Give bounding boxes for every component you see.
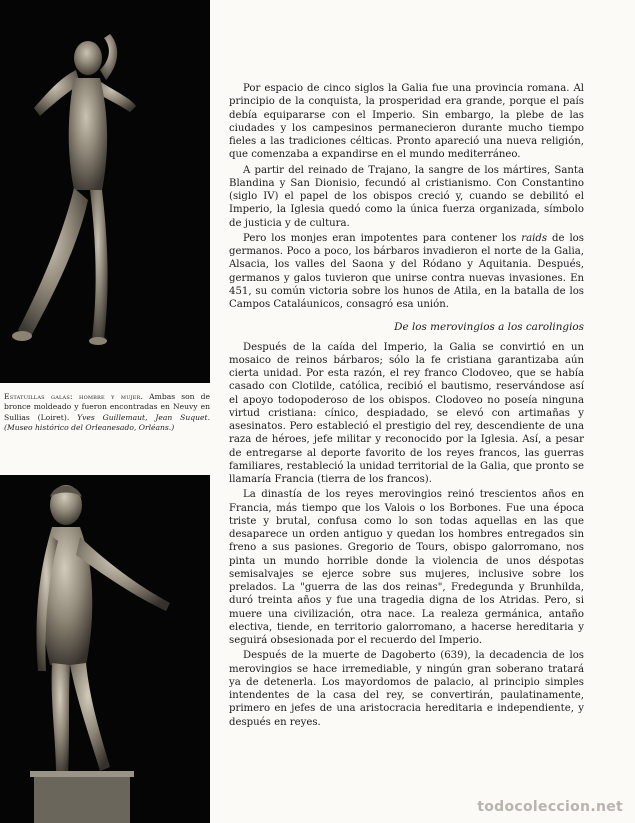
- paragraph-roman-gaul: Por espacio de cinco siglos la Galia fue una provincia romana. Al principio de la conquista, la prosperidad era grande, porque el país debía equipararse con el Imperio. Sin embargo, la plebe de las ciudades y los campesinos permanecieron durante mucho tiempo fieles a las tradiciones célticas. Pronto apareció una nueva religión, que comenzaba a expandirse en el mundo mediterráneo.: [229, 83, 584, 161]
- paragraph-dagobert: Después de la muerte de Dagoberto (639), la decadencia de los merovingios se hace irremediable, y ningún gran soberano tratará ya de detenerla. Los mayordomos de palacio, al principio simples intendentes de la casa del rey, se convertirán, paulatinamente, primero en jefes de una aristocracia hereditaria e independiente, y después en reyes.: [229, 650, 584, 728]
- paragraph-clovis: Después de la caída del Imperio, la Galia se convirtió en un mosaico de reinos bárbaros; sólo la fe cristiana garantizaba aún cierta unidad. Por esta razón, el rey franco Clodoveo, que se había casado con Clotilde, católica, recibió el bautismo, reservándose así el apoyo todopoderoso de los obispos. Clodoveo no poseía ninguna virtud cristiana: cínico, despiadado, se elevó con artimañas y asesinatos. Pero estableció el prestigio del rey, descendiente de una raza de héroes, jefe militar y reconocido por la Iglesia. Así, a pesar de entregarse al deporte favorito de los reyes francos, las guerras familiares, restableció la unidad territorial de la Galia, que pronto se llamaría Francia (tierra de los francos).: [229, 341, 584, 485]
- male-statuette-figure: [0, 475, 210, 823]
- raids-word: raids: [521, 232, 548, 244]
- caption-lead: Estatuillas galas: hombre y mujer.: [4, 392, 144, 401]
- photo-male-statuette: [0, 475, 210, 823]
- watermark-dot: .: [590, 799, 596, 815]
- female-statuette-figure: [0, 0, 210, 383]
- watermark: [477, 799, 623, 815]
- article-body: [229, 82, 584, 731]
- watermark-right: net: [595, 799, 623, 815]
- photo-caption: [4, 392, 210, 434]
- paragraph-germanic-raids-part1: Pero los monjes eran impotentes para contener los: [243, 232, 522, 244]
- watermark-left: todocoleccion: [477, 799, 591, 815]
- paragraph-germanic-raids: [229, 232, 584, 312]
- caption-credit: Yves Guillemaut, Jean Suquet. (Museo histórico del Orleanesado, Orléans.): [4, 412, 210, 433]
- paragraph-germanic-raids-part2: de los germanos. Poco a poco, los bárbaros invadieron el norte de la Galia, Alsacia, los valles del Saona y del Ródano y Aquitania. Después, germanos y galos tuvieron que unirse contra nuevas invasiones. En 451, su común victoria sobre los hunos de Atila, en la batalla de los Campos Cataláunicos, consagró esa unión.: [229, 232, 584, 310]
- caption-body: Ambas son de bronce moldeado y fueron encontradas en Neuvy en Sullias (Loiret).: [4, 392, 210, 422]
- photo-female-statuette: [0, 0, 210, 383]
- paragraph-merovingian-dynasty: La dinastía de los reyes merovingios reinó trescientos años en Francia, más tiempo que los Valois o los Borbones. Fue una época triste y brutal, confusa como lo son todas aquellas en las que desaparece un orden antiguo y quedan los hombres entregados sin freno a sus pasiones. Gregorio de Tours, obispo galorromano, nos pinta un mundo horrible donde la violencia de unos déspotas semisalvajes se ejerce sobre sus mujeres, inclusive sobre los prelados. La "guerra de las dos reinas", Fredegunda y Brunhilda, duró treinta años y fue una tragedia digna de los Atridas. Pero, si muere una civilización, otra nace. La realeza germánica, antaño electiva, tiende, en territorio galorromano, a hacerse hereditaria y seguirá obsesionada por el recuerdo del Imperio.: [229, 489, 584, 646]
- section-subheading: De los merovingios a los carolingios: [394, 321, 584, 334]
- paragraph-christianity: A partir del reinado de Trajano, la sangre de los mártires, Santa Blandina y San Dionisio, fecundó al cristianismo. Con Constantino (siglo IV) el papel de los obispos creció y, cuando se debilitó el Imperio, la Iglesia quedó como la única fuerza organizada, símbolo de justicia y de cultura.: [229, 164, 584, 229]
